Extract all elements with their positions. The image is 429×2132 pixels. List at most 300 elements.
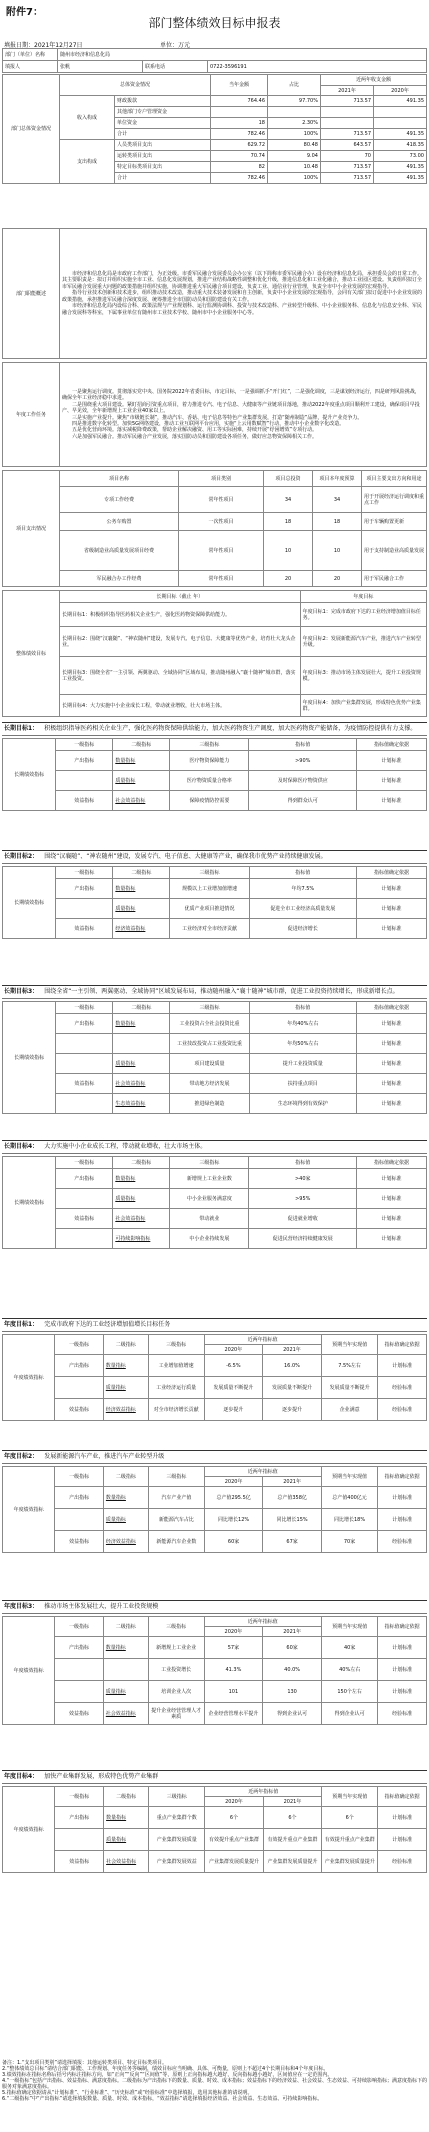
dept-name-label: 部门（单位）名称 bbox=[3, 49, 58, 61]
funds-row-item: 合计 bbox=[115, 129, 211, 140]
duties-paragraph: 市经济和信息化局是市政府工作部门，为正处级。市委军民融合发展委员会办公室（以下简称市委军民融合办）设在经济和信息化局，承担委员会的日常工作。其主要职责是：拟订并组织实施全市工业、信息化发展规划，推进产业结构战略性调整和优化升级，推进信息化和工业化融合，推动工业园区建设。负责组织拟订全市军民融合发展重大问题的政策措施并组织实施，协调推进重大军民融合项目建设，负责工业、通信业行业管理，负责全市中小企业发展的宏观指导。 bbox=[62, 271, 423, 290]
indicator-cell-a: 发展质量不断提升 bbox=[204, 1377, 263, 1399]
funds-row-2020: 73.00 bbox=[374, 151, 427, 162]
funds-row-pct bbox=[268, 107, 321, 118]
indicator-cell-basis: 经验标准 bbox=[378, 1703, 427, 1725]
indicator-cell-l2: 数量指标 bbox=[113, 879, 170, 899]
funds-row-2021: 643.57 bbox=[321, 140, 374, 151]
funds-row-item: 合计 bbox=[115, 173, 211, 184]
indicator-col-header: 指标值确定依据 bbox=[378, 1335, 427, 1355]
yearly-task-paragraph: 三是实施产业提升。聚焦“市级链长制”，推动汽车、香菇、电子信息等特色产业集群发展，打造“随州制造”品牌，提升产业竞争力。 bbox=[72, 414, 363, 421]
expense-label: 支出构成 bbox=[60, 140, 115, 184]
indicator-area-label: 长期绩效指标 bbox=[3, 739, 56, 811]
funds-row-amount: 782.46 bbox=[211, 129, 268, 140]
indicator-cell-l2: 质量指标 bbox=[103, 1681, 148, 1703]
phone-label: 联系电话 bbox=[143, 61, 208, 73]
dept-name-value: 随州市经济和信息化局 bbox=[58, 49, 427, 61]
indicator-cell-b: 逐步提升 bbox=[263, 1399, 322, 1421]
indicator-cell-a: 有效提升重点产业集群 bbox=[205, 1829, 264, 1851]
indicator-cell-l1: 产出指标 bbox=[56, 1169, 113, 1189]
indicator-cell-l1 bbox=[56, 1034, 113, 1054]
indicator-cell-b: 40.0% bbox=[263, 1659, 322, 1681]
year-goal-indicator-table bbox=[2, 1786, 427, 1873]
indicator-cell-b: 总产值358亿 bbox=[263, 1487, 321, 1509]
year-goal-band bbox=[2, 1450, 427, 1464]
indicator-col-header: 指标值 bbox=[249, 867, 356, 879]
long-goal-band bbox=[2, 985, 427, 999]
indicator-cell-val: 扶持重点项目 bbox=[249, 1074, 356, 1094]
year-goal-label: 年度目标2： bbox=[4, 1453, 39, 1460]
filler-label: 填报人 bbox=[3, 61, 58, 73]
note-line: 5.指标值确定依据请从“计划标准”、“行业标准”、“历史标准”或“经验标准”中选择填报，选用其他标准的请说明。 bbox=[2, 2090, 253, 2096]
projects-col-name: 项目名称 bbox=[60, 471, 179, 487]
project-category: 常年性项目 bbox=[179, 487, 264, 513]
indicator-cell-b: 130 bbox=[263, 1681, 322, 1703]
project-budget: 20 bbox=[313, 571, 362, 587]
overall-col-long: 长期目标（截止 年） bbox=[60, 591, 301, 603]
indicator-cell-a: 总产值295.5亿 bbox=[204, 1487, 263, 1509]
indicator-cell-b: 有效提升重点产业集群 bbox=[263, 1829, 322, 1851]
indicator-cell-l3: 中小企业持续发展 bbox=[170, 1229, 249, 1249]
indicator-cell-l1: 效益指标 bbox=[56, 791, 113, 811]
indicator-cell-l3: 工业投资增长 bbox=[148, 1659, 204, 1681]
indicator-cell-l2: 数量指标 bbox=[113, 1014, 170, 1034]
indicator-col-header: 二级指标 bbox=[113, 1002, 170, 1014]
indicator-col-header: 指标值确定依据 bbox=[357, 867, 427, 879]
project-use: 用于开展经济运行调度和重点工作 bbox=[362, 487, 427, 513]
funds-row-pct: 2.30% bbox=[268, 118, 321, 129]
indicator-cell-l2 bbox=[103, 1659, 148, 1681]
notes bbox=[2, 2060, 427, 2102]
funds-row-amount: 18 bbox=[211, 118, 268, 129]
long-goal-item: 长期目标1：积极组织指导医药相关企业生产，强化医药物资保障供给能力。 bbox=[60, 603, 301, 627]
indicator-col-header: 指标值确定依据 bbox=[357, 739, 427, 751]
year-goal-band bbox=[2, 1770, 427, 1784]
indicator-cell-l1: 产出指标 bbox=[55, 1637, 104, 1659]
funds-row-pct: 100% bbox=[268, 173, 321, 184]
duties-table bbox=[2, 228, 427, 359]
indicator-col-header: 指标值 bbox=[249, 739, 357, 751]
indicator-col-header: 三级指标 bbox=[170, 1157, 249, 1169]
indicator-cell-c: 企业满意 bbox=[321, 1399, 378, 1421]
indicator-cell-l1 bbox=[55, 1377, 104, 1399]
funds-row-2021: 713.57 bbox=[321, 96, 374, 107]
indicator-cell-b: 产业集群发展质量提升 bbox=[263, 1851, 322, 1873]
indicator-cell-basis: 计划标准 bbox=[378, 1807, 427, 1829]
year-goal-desc: 加快产业集群发展，形成特色优势产业集群 bbox=[44, 1773, 159, 1780]
long-goal-indicator-table bbox=[2, 1001, 427, 1114]
indicator-cell-l2 bbox=[113, 1034, 170, 1054]
projects-label: 项目支出情况 bbox=[3, 471, 60, 587]
funds-row-item: 运转类项目支出 bbox=[115, 151, 211, 162]
indicator-col-header: 一级指标 bbox=[56, 867, 113, 879]
indicator-col-header: 二级指标 bbox=[113, 739, 170, 751]
indicator-cell-b: 得到企业认可 bbox=[263, 1703, 322, 1725]
indicator-cell-l3: 工业增加值增速 bbox=[148, 1355, 204, 1377]
yearly-task-paragraph: 六是加强军民融合。推动军民融合产业发展，落实国防动员和国防建设各项任务，做好应急物资保障相关工作。 bbox=[72, 433, 318, 440]
project-use: 用于军民融合工作 bbox=[362, 571, 427, 587]
indicator-cell-l2: 数量指标 bbox=[113, 1169, 170, 1189]
indicator-cell-c: 同比增长18% bbox=[321, 1509, 377, 1531]
funds-row-amount: 782.46 bbox=[211, 173, 268, 184]
indicator-cell-basis: 计划标准 bbox=[378, 1487, 427, 1509]
note-line: 备注：1.“支出项目类别”请选择填报：其他运转类项目、特定目标类项目。 bbox=[2, 2060, 167, 2066]
indicator-col-header: 指标值确定依据 bbox=[378, 1617, 427, 1637]
long-goal-band bbox=[2, 850, 427, 864]
indicator-cell-l2: 经济效益指标 bbox=[103, 1531, 148, 1553]
indicator-cell-l3: 保障疫情防控需要 bbox=[170, 791, 249, 811]
long-goal-desc: 积极组织指导医药相关企业生产，强化医药物资保障供给能力，加大医药物资生产调度，加大医药物资产能储备，为疫情防控提供有力支撑。 bbox=[44, 725, 417, 732]
indicator-col-header: 一级指标 bbox=[56, 739, 113, 751]
note-line: 3.绩效指标在指标名称后括号内标注指标方向，如“正向”“反向”“区间值”等，原则上正向指标越大越好，反向指标越小越好，区间值应在一定范围内。 bbox=[2, 2072, 333, 2078]
indicator-year-header: 2021年 bbox=[263, 1627, 322, 1637]
year-goal-label: 年度目标1： bbox=[4, 1321, 39, 1328]
funds-year-2021: 2021年 bbox=[321, 86, 374, 96]
funds-col-recent: 近两年收支金额 bbox=[321, 75, 427, 86]
indicator-area-label: 年度绩效指标 bbox=[3, 1467, 55, 1553]
indicator-cell-l3: 提升企业经营管理人才素质 bbox=[148, 1703, 204, 1725]
long-goal-band bbox=[2, 722, 427, 736]
indicator-col-header: 二级指标 bbox=[104, 1787, 149, 1807]
yearly-tasks-table bbox=[2, 362, 427, 467]
indicator-cell-val: 促进全市工业经济高质量发展 bbox=[249, 899, 356, 919]
indicator-cell-basis: 计划标准 bbox=[356, 1054, 426, 1074]
indicator-cell-val: 提升工业投资质量 bbox=[249, 1054, 356, 1074]
indicator-area-label: 长期绩效指标 bbox=[3, 867, 56, 939]
indicator-col-header: 近两年指标值 bbox=[204, 1617, 321, 1627]
indicator-cell-l1: 产出指标 bbox=[56, 1014, 113, 1034]
funds-row-pct: 97.70% bbox=[268, 96, 321, 107]
indicator-cell-val: 促进民营经济持续健康发展 bbox=[249, 1229, 357, 1249]
page-title: 部门整体绩效目标申报表 bbox=[148, 16, 281, 30]
indicator-cell-val: 年均50%左右 bbox=[249, 1034, 356, 1054]
indicator-cell-a: 6个 bbox=[205, 1807, 264, 1829]
indicator-cell-val: 得到群众认可 bbox=[249, 791, 357, 811]
indicator-col-header: 指标值确定依据 bbox=[378, 1467, 427, 1487]
indicator-cell-basis: 经验标准 bbox=[378, 1851, 427, 1873]
indicator-col-header: 三级指标 bbox=[148, 1335, 204, 1355]
indicator-cell-l2: 数量指标 bbox=[104, 1807, 149, 1829]
indicator-cell-l2: 数量指标 bbox=[103, 1637, 148, 1659]
indicator-year-header: 2020年 bbox=[205, 1797, 264, 1807]
funds-row-item: 特定目标类项目支出 bbox=[115, 162, 211, 173]
indicator-cell-l3: 带动地方经济发展 bbox=[170, 1074, 249, 1094]
project-name: 专项工作经费 bbox=[60, 487, 179, 513]
note-line: 4.“一级指标”包括产出指标、效益指标、满意度指标。二级指标为产出指标下的数量、质量、时效、成本指标；效益指标下的经济效益、社会效益、生态效益、可持续影响指标；满意度指标下的服务对象满意度指标。 bbox=[2, 2078, 427, 2090]
funds-row-amount bbox=[211, 107, 268, 118]
funds-row-2020: 491.35 bbox=[374, 129, 427, 140]
year-goal-label: 年度目标4： bbox=[4, 1773, 39, 1780]
indicator-cell-l1: 产出指标 bbox=[55, 1807, 104, 1829]
funds-row-2020: 491.35 bbox=[374, 162, 427, 173]
funds-row-2020: 491.35 bbox=[374, 173, 427, 184]
indicator-col-header: 指标值确定依据 bbox=[356, 1002, 426, 1014]
funds-row-amount: 764.46 bbox=[211, 96, 268, 107]
yearly-task-paragraph: 四是推进数字化转型。加快5G网络建设，推动工业互联网平台应用，实施“上云用数赋智”行动，推动中小企业数字化改造。 bbox=[72, 420, 345, 427]
indicator-cell-l3: 优质产业项目推进情况 bbox=[170, 899, 249, 919]
fill-date: 填报日期：2021年12月27日 bbox=[4, 42, 83, 49]
indicator-cell-l1 bbox=[56, 1054, 113, 1074]
indicator-cell-l3: 汽车产业产值 bbox=[148, 1487, 204, 1509]
funds-col-pct: 占比 bbox=[268, 75, 321, 96]
indicator-col-header: 指标值确定依据 bbox=[357, 1157, 427, 1169]
filler-value: 张帆 bbox=[58, 61, 143, 73]
indicator-cell-l1 bbox=[55, 1509, 104, 1531]
indicator-cell-basis: 计划标准 bbox=[357, 879, 427, 899]
year-goal-indicator-table bbox=[2, 1334, 427, 1421]
indicator-cell-b: 同比增长15% bbox=[263, 1509, 321, 1531]
dept-info-table bbox=[2, 48, 427, 73]
yearly-tasks-label: 年度工作任务 bbox=[3, 363, 60, 467]
indicator-cell-l3: 新增规上工业企业数 bbox=[170, 1169, 249, 1189]
indicator-cell-c: 6个 bbox=[322, 1807, 378, 1829]
indicator-cell-l3: 医疗物资保障能力 bbox=[170, 751, 249, 771]
year-goal-band bbox=[2, 1600, 427, 1614]
indicator-col-header: 三级指标 bbox=[170, 1002, 249, 1014]
project-budget: 18 bbox=[313, 513, 362, 531]
indicator-cell-basis: 计划标准 bbox=[357, 899, 427, 919]
indicator-col-header: 预期当年实现值 bbox=[322, 1787, 378, 1807]
indicator-cell-basis: 计划标准 bbox=[378, 1637, 427, 1659]
indicator-col-header: 预期当年实现值 bbox=[321, 1467, 377, 1487]
indicator-cell-l1: 产出指标 bbox=[56, 879, 113, 899]
project-category: 常年性项目 bbox=[179, 571, 264, 587]
duties-label: 部门职能概述 bbox=[3, 229, 60, 359]
indicator-cell-val: 年均7.5% bbox=[249, 879, 356, 899]
funds-row-2020: 418.35 bbox=[374, 140, 427, 151]
indicator-cell-val: 生态环境得到有效保护 bbox=[249, 1094, 356, 1114]
indicator-cell-l1: 产出指标 bbox=[55, 1487, 104, 1509]
indicator-cell-l1: 产出指标 bbox=[56, 751, 113, 771]
long-goal-item: 长期目标4：大力实施中小企业成长工程，带动就业增收，壮大市场主体。 bbox=[60, 695, 301, 717]
long-goal-item: 长期目标2：围绕“汉襄随”、“神农随州”建设，发展专汽、电子信息、大健康等优势产业，培育壮大龙头企业。 bbox=[60, 627, 301, 657]
indicator-cell-val: >95% bbox=[249, 1189, 357, 1209]
indicator-col-header: 二级指标 bbox=[113, 867, 170, 879]
indicator-cell-l1 bbox=[56, 1229, 113, 1249]
funds-year-2020: 2020年 bbox=[374, 86, 427, 96]
project-total: 34 bbox=[264, 487, 313, 513]
project-use: 用于车辆购置更新 bbox=[362, 513, 427, 531]
indicator-cell-l2: 社会效益指标 bbox=[103, 1703, 148, 1725]
indicator-cell-l3: 新能源汽车企业数 bbox=[148, 1531, 204, 1553]
indicator-col-header: 指标值 bbox=[249, 1157, 357, 1169]
indicator-cell-c: 产业集群发展质量提升 bbox=[322, 1851, 378, 1873]
yearly-task-paragraph: 五是优化营商环境。落实减税降费政策，帮助企业解决融资、用工等实际困难，持续开展“纾困增效”专项行动。 bbox=[72, 427, 318, 434]
indicator-cell-l3: 培训企业人次 bbox=[148, 1681, 204, 1703]
project-category: 常年性项目 bbox=[179, 531, 264, 571]
funds-row-item: 其他部门专户管理资金 bbox=[115, 107, 211, 118]
indicator-cell-l1 bbox=[55, 1681, 104, 1703]
indicator-col-header: 三级指标 bbox=[170, 739, 249, 751]
indicator-col-header: 一级指标 bbox=[55, 1617, 104, 1637]
indicator-cell-basis: 计划标准 bbox=[378, 1659, 427, 1681]
funds-row-2020: 491.35 bbox=[374, 96, 427, 107]
indicator-cell-c: 40%左右 bbox=[321, 1659, 377, 1681]
funds-row-item: 单位资金 bbox=[115, 118, 211, 129]
long-goal-item: 长期目标3：围绕全省“一主引领、两翼驱动、全域协同”区域布局，推动随州融入“襄十随神”城市群，落实工业投资。 bbox=[60, 657, 301, 695]
indicator-cell-a: 101 bbox=[204, 1681, 263, 1703]
indicator-area-label: 年度绩效指标 bbox=[3, 1335, 55, 1421]
funds-section-label: 部门总体资金情况 bbox=[3, 75, 60, 184]
year-goal-label: 年度目标3： bbox=[4, 1603, 39, 1610]
funds-row-amount: 629.72 bbox=[211, 140, 268, 151]
long-goal-desc: 大力实施中小企业成长工程，带动就业增收，壮大市场主体。 bbox=[44, 1143, 207, 1150]
project-name: 公务车购置 bbox=[60, 513, 179, 531]
project-total: 20 bbox=[264, 571, 313, 587]
duties-paragraph: 指导行业技术创新和技术进步，组织推动技术改造，推动重大技术装备发展和自主创新，负责中小企业发展的宏观指导，会同有关部门拟订促进中小企业发展的政策措施，承担推进军民融合深度发展、统筹推进全市国防动员和国防建设有关工作。 bbox=[62, 290, 423, 303]
projects-col-category: 项目类别 bbox=[179, 471, 264, 487]
overall-goals-label: 整体绩效目标 bbox=[3, 591, 60, 717]
indicator-cell-b: 6个 bbox=[263, 1807, 322, 1829]
indicator-cell-val: >40家 bbox=[249, 1169, 357, 1189]
project-total: 18 bbox=[264, 513, 313, 531]
indicator-cell-l2: 质量指标 bbox=[113, 1189, 170, 1209]
indicator-cell-l2: 社会效益指标 bbox=[113, 1074, 170, 1094]
indicator-cell-c: 7.5%左右 bbox=[321, 1355, 378, 1377]
indicator-cell-val: >90% bbox=[249, 751, 357, 771]
yearly-task-paragraph: 二是围绕重大项目建设。紧盯招商引资重点项目，着力推进专汽、电子信息、大健康等产业链项目落地，推动2022年度重点项目顺利开工建设，确保项目早投产、早见效，全年新增规上工业企业40家以上。 bbox=[62, 401, 420, 415]
indicator-cell-l2: 社会效益指标 bbox=[113, 791, 170, 811]
project-budget: 10 bbox=[313, 531, 362, 571]
indicator-cell-basis: 计划标准 bbox=[357, 1189, 427, 1209]
indicator-cell-l2: 数量指标 bbox=[103, 1487, 148, 1509]
indicator-year-header: 2020年 bbox=[204, 1627, 263, 1637]
indicator-area-label: 年度绩效指标 bbox=[3, 1617, 55, 1725]
indicator-cell-l3: 推进绿色制造 bbox=[170, 1094, 249, 1114]
projects-col-total: 项目总投资 bbox=[264, 471, 313, 487]
long-goal-indicator-table bbox=[2, 1156, 427, 1249]
indicator-cell-c: 40家 bbox=[321, 1637, 377, 1659]
indicator-col-header: 预期当年实现值 bbox=[321, 1335, 378, 1355]
long-goal-desc: 围绕全省“一主引领、两翼驱动、全域协同”区域发展布局，推动随州融入“襄十随神”城市群，促进工业投资持续增长，形成新增长点。 bbox=[44, 988, 399, 995]
long-goal-indicator-table bbox=[2, 738, 427, 811]
indicator-col-header: 一级指标 bbox=[55, 1467, 104, 1487]
indicator-year-header: 2020年 bbox=[204, 1345, 263, 1355]
indicator-cell-basis: 计划标准 bbox=[357, 771, 427, 791]
indicator-cell-l3: 新增规上工业企业 bbox=[148, 1637, 204, 1659]
long-goal-desc: 围绕“汉襄随”、“神农随州”建设，发展专汽、电子信息、大健康等产业，确保我市优势产业持续健康发展。 bbox=[44, 853, 327, 860]
indicator-year-header: 2021年 bbox=[263, 1345, 322, 1355]
indicator-cell-l3: 工业投资占全社会投资比重 bbox=[170, 1014, 249, 1034]
indicator-cell-l3: 带动就业 bbox=[170, 1209, 249, 1229]
indicator-cell-l2: 质量指标 bbox=[113, 899, 170, 919]
indicator-area-label: 年度绩效指标 bbox=[3, 1787, 55, 1873]
indicator-cell-l2: 质量指标 bbox=[113, 1054, 170, 1074]
indicator-cell-l1 bbox=[56, 899, 113, 919]
funds-row-2020 bbox=[374, 118, 427, 129]
indicator-col-header: 指标值 bbox=[249, 1002, 356, 1014]
year-goal-desc: 推动市场主体发展壮大，提升工业投资规模 bbox=[44, 1603, 159, 1610]
indicator-year-header: 2020年 bbox=[204, 1477, 263, 1487]
indicator-col-header: 一级指标 bbox=[56, 1002, 113, 1014]
indicator-cell-l2: 质量指标 bbox=[113, 771, 170, 791]
funds-row-2021: 70 bbox=[321, 151, 374, 162]
project-category: 一次性项目 bbox=[179, 513, 264, 531]
funds-table bbox=[2, 74, 427, 184]
indicator-cell-basis: 计划标准 bbox=[356, 1094, 426, 1114]
indicator-cell-l1 bbox=[56, 771, 113, 791]
indicator-col-header: 近两年指标值 bbox=[204, 1335, 321, 1345]
year-goal-desc: 完成市政府下达的工业经济增加值增长目标任务 bbox=[44, 1321, 171, 1328]
indicator-col-header: 二级指标 bbox=[103, 1335, 148, 1355]
funds-row-2021: 713.57 bbox=[321, 173, 374, 184]
overall-goals-table bbox=[2, 590, 427, 717]
indicator-cell-l2: 经济效益指标 bbox=[113, 919, 170, 939]
duties-paragraph: 市经济和信息化局内设综合科、政策法规与产业规划科、运行监测协调科、投资与技术改造科、产业转型升级科、中小企业服务科、信息化与信息安全科、军民融合发展科等科室，下属事业单位有随州市工业技术学校、随州市中小企业服务中心等。 bbox=[62, 303, 423, 316]
indicator-cell-l1: 产出指标 bbox=[55, 1355, 104, 1377]
indicator-cell-a: 57家 bbox=[204, 1637, 263, 1659]
indicator-cell-l3: 项目建设质量 bbox=[170, 1054, 249, 1074]
indicator-cell-l2: 质量指标 bbox=[104, 1829, 149, 1851]
indicator-cell-l1: 效益指标 bbox=[56, 1074, 113, 1094]
indicator-year-header: 2021年 bbox=[263, 1477, 321, 1487]
indicator-cell-l1 bbox=[56, 1189, 113, 1209]
funds-col-amount: 当年金额 bbox=[211, 75, 268, 96]
attachment-label: 附件7： bbox=[6, 7, 43, 18]
indicator-cell-val: 年均40%左右 bbox=[249, 1014, 356, 1034]
indicator-cell-basis: 经验标准 bbox=[378, 1377, 427, 1399]
indicator-cell-l2: 生态效益指标 bbox=[113, 1094, 170, 1114]
indicator-cell-l3: 产业集群发展质量 bbox=[149, 1829, 205, 1851]
unit-label: 单位：万元 bbox=[160, 42, 191, 49]
indicator-col-header: 三级指标 bbox=[149, 1787, 205, 1807]
indicator-cell-l2: 可持续影响指标 bbox=[113, 1229, 170, 1249]
indicator-cell-a: 逐步提升 bbox=[204, 1399, 263, 1421]
indicator-cell-l1: 效益指标 bbox=[55, 1399, 104, 1421]
indicator-cell-l1: 效益指标 bbox=[55, 1703, 104, 1725]
indicator-cell-l3: 产业集群发展效益 bbox=[149, 1851, 205, 1873]
indicator-cell-c: 70家 bbox=[321, 1531, 377, 1553]
long-goal-label: 长期目标1： bbox=[4, 725, 39, 732]
project-name: 军民融合办工作经费 bbox=[60, 571, 179, 587]
indicator-cell-a: -6.5% bbox=[204, 1355, 263, 1377]
indicator-cell-a: 41.3% bbox=[204, 1659, 263, 1681]
funds-row-item: 财政拨款 bbox=[115, 96, 211, 107]
long-goal-label: 长期目标4： bbox=[4, 1143, 39, 1150]
project-use: 用于支持制造业高质量发展 bbox=[362, 531, 427, 571]
indicator-cell-l3: 工业经济运行质量 bbox=[148, 1377, 204, 1399]
indicator-col-header: 近两年指标值 bbox=[205, 1787, 322, 1797]
indicator-col-header: 三级指标 bbox=[148, 1467, 204, 1487]
indicator-cell-a: 60家 bbox=[204, 1531, 263, 1553]
indicator-cell-basis: 计划标准 bbox=[357, 1229, 427, 1249]
project-name: 省级制造业高质量发展项目经费 bbox=[60, 531, 179, 571]
phone-value: 0722-3596191 bbox=[208, 61, 427, 73]
indicator-cell-basis: 经验标准 bbox=[378, 1531, 427, 1553]
funds-row-pct: 100% bbox=[268, 129, 321, 140]
year-goal-item: 年度目标3：推动市场主体发展壮大，提升工业投资规模。 bbox=[300, 657, 426, 695]
yearly-task-paragraph: 一是聚焦运行调度。贯彻落实党中央、国务院2022年省委目标，市定目标，一是强调抓手“开门红”，二是强化调度，三是谋划经济运行，四是研判风险挑战，确保全年工业经济稳中求进。 bbox=[62, 388, 420, 402]
indicator-cell-basis: 计划标准 bbox=[378, 1829, 427, 1851]
indicator-cell-basis: 计划标准 bbox=[356, 1074, 426, 1094]
indicator-cell-b: 发展质量不断提升 bbox=[263, 1377, 322, 1399]
indicator-area-label: 长期绩效指标 bbox=[3, 1157, 56, 1249]
indicator-cell-b: 60家 bbox=[263, 1637, 322, 1659]
indicator-cell-l1 bbox=[55, 1829, 104, 1851]
indicator-cell-l3: 中小企业服务满意度 bbox=[170, 1189, 249, 1209]
indicator-col-header: 指标值确定依据 bbox=[378, 1787, 427, 1807]
long-goal-label: 长期目标2： bbox=[4, 853, 39, 860]
indicator-cell-val: 促进就业增收 bbox=[249, 1209, 357, 1229]
indicator-col-header: 二级指标 bbox=[113, 1157, 170, 1169]
funds-row-pct: 9.04 bbox=[268, 151, 321, 162]
indicator-cell-b: 16.0% bbox=[263, 1355, 322, 1377]
year-goal-band bbox=[2, 1318, 427, 1332]
indicator-cell-l1: 效益指标 bbox=[55, 1851, 104, 1873]
year-goal-desc: 发展新能源汽车产业，推进汽车产业转型升级 bbox=[44, 1453, 165, 1460]
indicator-cell-c: 得到企业认可 bbox=[321, 1703, 377, 1725]
long-goal-band bbox=[2, 1140, 427, 1154]
